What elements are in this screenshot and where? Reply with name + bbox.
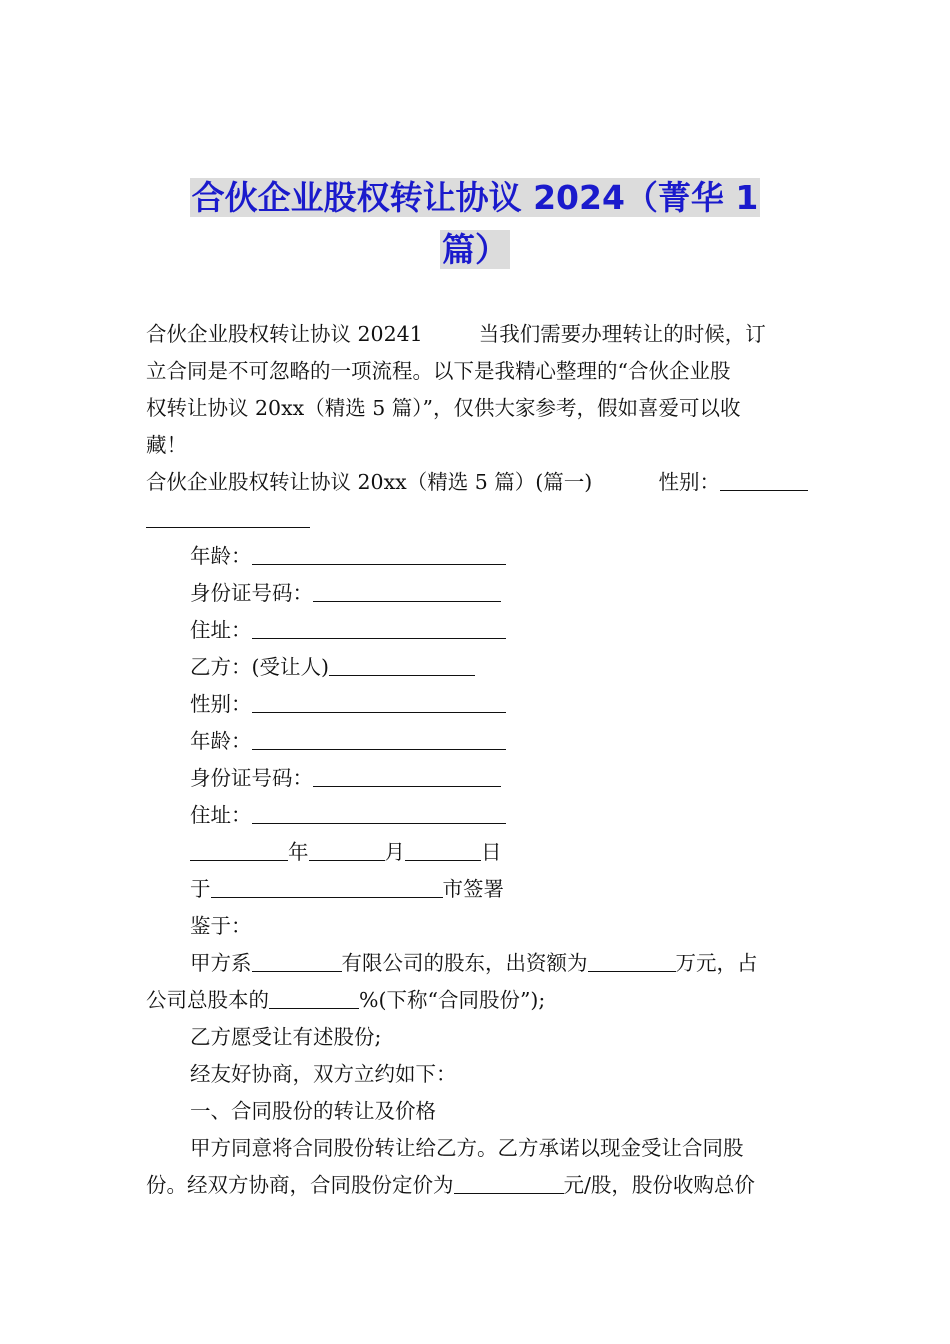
- p1-prefix: 份。经双方协商，合同股份定价为: [146, 1173, 454, 1197]
- field-party-a-age: [146, 538, 808, 575]
- blank-age-a: [252, 542, 506, 565]
- blank-party-b: [329, 653, 475, 676]
- intro-doc-name: 合伙企业股权转让协议 20241: [146, 322, 423, 346]
- clause-a2-prefix: 公司总股本的: [146, 988, 269, 1012]
- blank-day: [405, 838, 481, 861]
- label-party-b: 乙方：(受让人): [190, 655, 329, 679]
- label-age-b: 年龄：: [190, 729, 252, 753]
- date-line: [146, 834, 808, 871]
- label-id-a: 身份证号码：: [190, 581, 313, 605]
- label-address-a: 住址：: [190, 618, 252, 642]
- intro-line-4: 藏！: [146, 433, 187, 457]
- label-id-b: 身份证号码：: [190, 766, 313, 790]
- label-place-prefix: 于: [190, 877, 211, 901]
- blank-percentage: [269, 986, 359, 1009]
- blank-gender-b: [252, 690, 506, 713]
- document-title: [120, 172, 830, 276]
- clause-a2-suffix: %(下称“合同股份”);: [359, 988, 546, 1012]
- gender-label-a: 性别：: [658, 470, 720, 494]
- clause-a-suffix: 万元，占: [675, 951, 758, 975]
- blank-city: [211, 875, 443, 898]
- section-1-heading: 一、合同股份的转让及价格: [190, 1099, 436, 1123]
- label-place-suffix: 市签署: [442, 877, 504, 901]
- blank-id-a: [313, 579, 501, 602]
- clause-c: 经友好协商，双方立约如下：: [190, 1062, 457, 1086]
- section-heading: 合伙企业股权转让协议 20xx（精选 5 篇）(篇一): [146, 470, 593, 494]
- blank-address-a: [252, 616, 506, 639]
- blank-gender-a: [720, 468, 808, 491]
- label-month: 月: [384, 840, 405, 864]
- blank-capital: [588, 949, 676, 972]
- blank-gender-a-cont: [146, 505, 310, 528]
- section-1-para-line-2: [146, 1167, 808, 1204]
- clause-a-line-2: [146, 982, 808, 1019]
- blank-age-b: [252, 727, 506, 750]
- clause-a-prefix: 甲方系: [190, 951, 252, 975]
- blank-id-b: [313, 764, 501, 787]
- intro-line-1: [146, 316, 808, 353]
- clause-a-mid: 有限公司的股东，出资额为: [341, 951, 588, 975]
- section-1-para-line-1: 甲方同意将合同股份转让给乙方。乙方承诺以现金受让合同股: [190, 1136, 744, 1160]
- document-body: [146, 316, 808, 1204]
- title-line-2: 篇）: [442, 230, 508, 269]
- intro-line-3: 权转让协议 20xx（精选 5 篇）”，仅供大家参考，假如喜爱可以收: [146, 396, 741, 420]
- intro-line-2: 立合同是不可忽略的一项流程。以下是我精心整理的“合伙企业股: [146, 359, 731, 383]
- clause-a-line-1: [146, 945, 808, 982]
- blank-address-b: [252, 801, 506, 824]
- whereas: 鉴于：: [190, 914, 252, 938]
- field-party-b-age: [146, 723, 808, 760]
- field-party-b-address: [146, 797, 808, 834]
- field-party-a-id: [146, 575, 808, 612]
- section-heading-line: [146, 464, 808, 501]
- p1-suffix: 元/股，股份收购总价: [563, 1173, 755, 1197]
- gender-continuation: [146, 501, 808, 538]
- label-year: 年: [288, 840, 309, 864]
- label-address-b: 住址：: [190, 803, 252, 827]
- blank-month: [309, 838, 385, 861]
- field-party-b-gender: [146, 686, 808, 723]
- blank-price: [454, 1171, 564, 1194]
- label-age-a: 年龄：: [190, 544, 252, 568]
- label-day: 日: [481, 840, 502, 864]
- label-gender-b: 性别：: [190, 692, 252, 716]
- field-party-a-address: [146, 612, 808, 649]
- place-line: [146, 871, 808, 908]
- blank-company: [252, 949, 342, 972]
- field-party-b-id: [146, 760, 808, 797]
- blank-year: [190, 838, 288, 861]
- title-line-1: 合伙企业股权转让协议 2024（菁华 1: [191, 178, 759, 217]
- intro-sentence-start: 当我们需要办理转让的时候，订: [478, 322, 766, 346]
- clause-b: 乙方愿受让有述股份;: [190, 1025, 382, 1049]
- field-party-b: [146, 649, 808, 686]
